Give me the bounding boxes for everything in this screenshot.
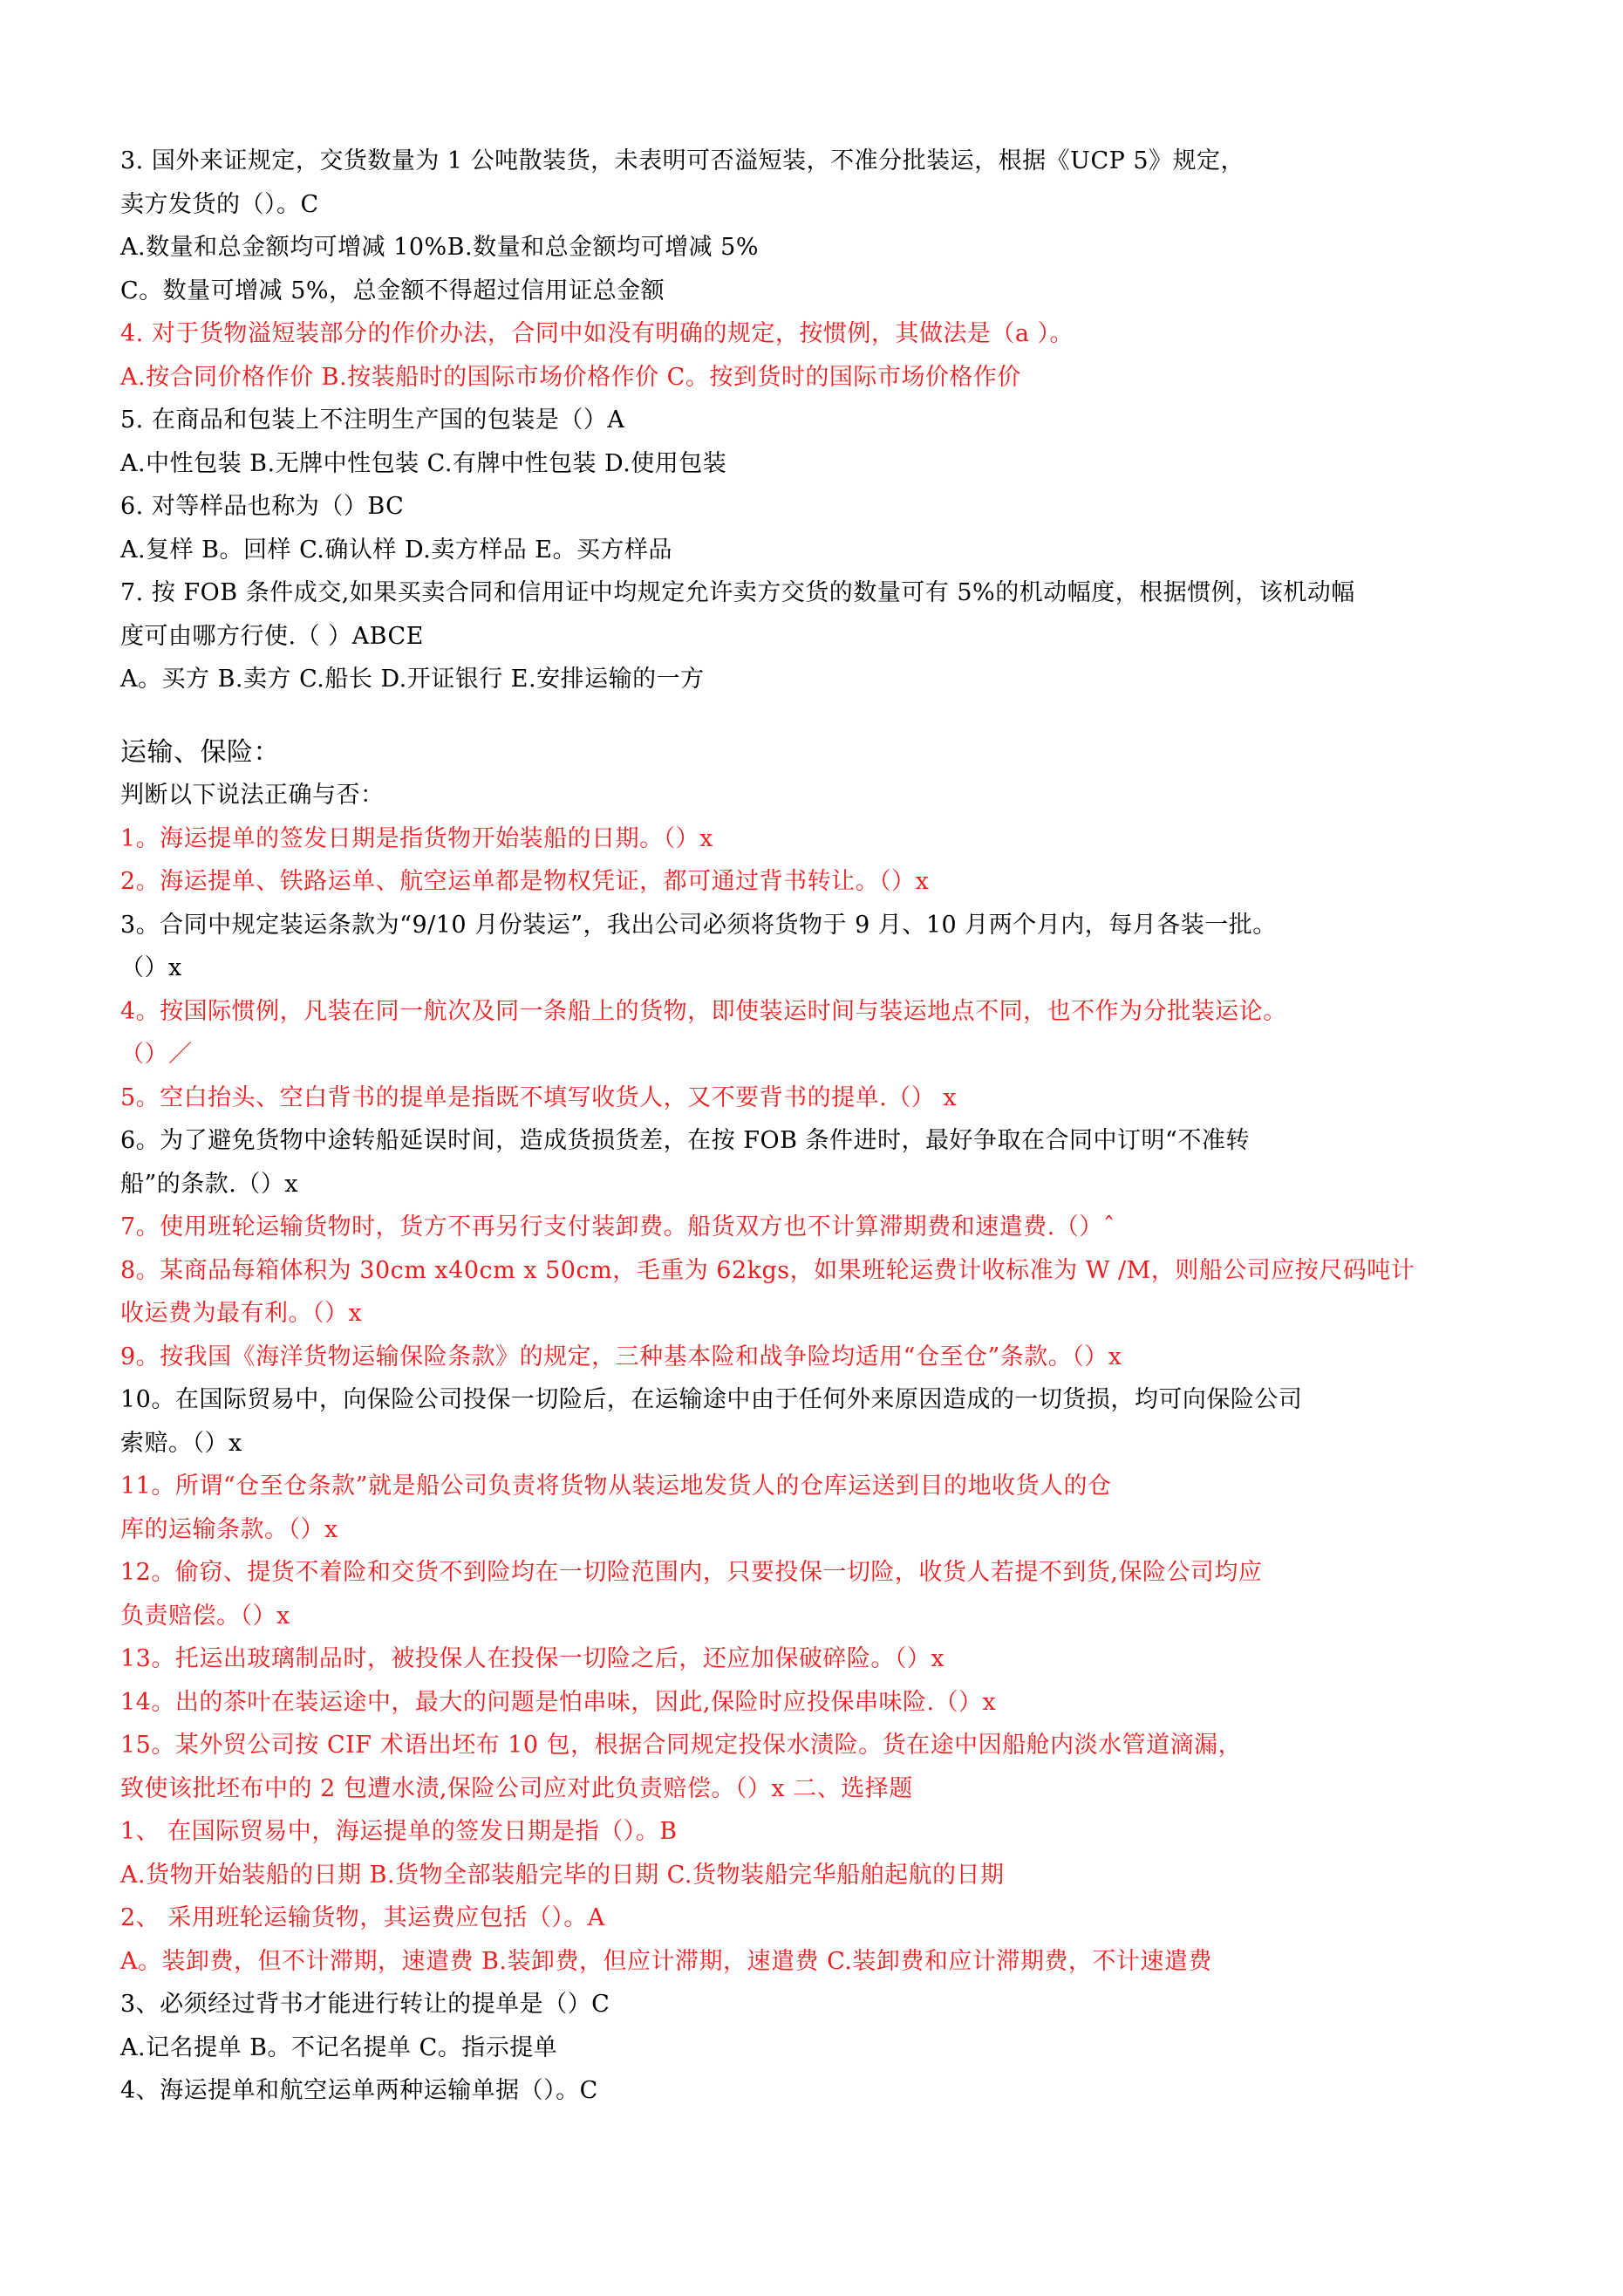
text-line: 3、必须经过背书才能进行转让的提单是（）C [120, 1991, 610, 2018]
section-heading: 运输、保险： [120, 736, 280, 768]
text-line: 7. 按 FOB 条件成交,如果买卖合同和信用证中均规定允许卖方交货的数量可有 5%的机动幅度，根据惯例，该机动幅 [120, 579, 1355, 606]
text-line: 6. 对等样品也称为（）BC [120, 493, 405, 520]
text-line: 致使该批坯布中的 2 包遭水渍,保险公司应对此负责赔偿。（）x 二、选择题 [120, 1774, 913, 1802]
text-line: 4. 对于货物溢短装部分的作价办法，合同中如没有明确的规定，按惯例，其做法是（a ）。 [120, 320, 1074, 347]
text-line: （）x [120, 954, 182, 981]
text-line: 12。偷窃、提货不着险和交货不到险均在一切险范围内，只要投保一切险，收货人若提不到货,保险公司均应 [120, 1559, 1263, 1586]
text-line: 负责赔偿。（）x [120, 1602, 290, 1630]
text-line: 船”的条款.（）x [120, 1170, 299, 1198]
text-line: A.复样 B。回样 C.确认样 D.卖方样品 E。买方样品 [120, 536, 673, 564]
text-line: 3. 国外来证规定，交货数量为 1 公吨散装货，未表明可否溢短装，不准分批装运，根据《UCP 5》规定， [120, 147, 1245, 174]
text-line: 13。托运出玻璃制品时，被投保人在投保一切险之后，还应加保破碎险。（）x [120, 1645, 945, 1672]
text-line: 15。某外贸公司按 CIF 术语出坯布 10 包，根据合同规定投保水渍险。货在途中因船舱内淡水管道滴漏， [120, 1732, 1243, 1759]
text-line: A。买方 B.卖方 C.船长 D.开证银行 E.安排运输的一方 [120, 666, 705, 693]
text-line: 度可由哪方行使.（ ）ABCE [120, 622, 424, 650]
text-line: 库的运输条款。（）x [120, 1515, 338, 1543]
text-line: 10。在国际贸易中，向保险公司投保一切险后，在运输途中由于任何外来原因造成的一切货损，均可向保险公司 [120, 1386, 1303, 1413]
text-line: C。数量可增减 5%，总金额不得超过信用证总金额 [120, 277, 665, 304]
document-body [120, 140, 1533, 2113]
text-line: 9。按我国《海洋货物运输保险条款》的规定，三种基本险和战争险均适用“仓至仓”条款。（）x [120, 1343, 1122, 1370]
text-line: 4、海运提单和航空运单两种运输单据（）。C [120, 2077, 598, 2104]
text-line: 5. 在商品和包装上不注明生产国的包装是（）A [120, 407, 625, 434]
text-line: （）／ [120, 1041, 193, 1068]
text-line: A.记名提单 B。不记名提单 C。指示提单 [120, 2033, 558, 2061]
text-line: 8。某商品每箱体积为 30cm x40cm x 50cm，毛重为 62kgs，如果班轮运费计收标准为 W /M，则船公司应按尺码吨计 [120, 1256, 1415, 1284]
text-line: A.中性包装 B.无牌中性包装 C.有牌中性包装 D.使用包装 [120, 449, 727, 477]
text-line: 1、 在国际贸易中，海运提单的签发日期是指（）。B [120, 1818, 678, 1845]
text-line: 5。空白抬头、空白背书的提单是指既不填写收货人，又不要背书的提单.（） x [120, 1083, 958, 1111]
text-line: 7。使用班轮运输货物时，货方不再另行支付装卸费。船货双方也不计算滞期费和速遣费.（）ˆ [120, 1213, 1115, 1240]
text-line: 11。所谓“仓至仓条款”就是船公司负责将货物从装运地发货人的仓库运送到目的地收货人的仓 [120, 1473, 1112, 1500]
text-line: 卖方发货的（）。C [120, 190, 319, 218]
text-line: 索赔。（）x [120, 1429, 242, 1457]
text-line: A.按合同价格作价 B.按装船时的国际市场价格作价 C。按到货时的国际市场价格作价 [120, 363, 1021, 391]
text-line: A.数量和总金额均可增减 10%B.数量和总金额均可增减 5% [120, 234, 760, 261]
text-line: 14。出的茶叶在装运途中，最大的问题是怕串味，因此,保险时应投保串味险.（）x [120, 1688, 997, 1716]
text-line: 4。按国际惯例，凡装在同一航次及同一条船上的货物，即使装运时间与装运地点不同，也不作为分批装运论。 [120, 997, 1287, 1025]
text-line: 2。海运提单、铁路运单、航空运单都是物权凭证，都可通过背书转让。（）x [120, 868, 930, 895]
text-line: 判断以下说法正确与否： [120, 782, 385, 809]
text-line: 收运费为最有利。（）x [120, 1300, 363, 1327]
text-line: 1。海运提单的签发日期是指货物开始装船的日期。（）x [120, 824, 713, 852]
text-line: A。装卸费，但不计滞期，速遣费 B.装卸费，但应计滞期，速遣费 C.装卸费和应计滞期费，不计速遣费 [120, 1947, 1212, 1975]
text-line: 2、 采用班轮运输货物，其运费应包括（）。A [120, 1904, 605, 1931]
text-line: 6。为了避免货物中途转船延误时间，造成货损货差，在按 FOB 条件进时，最好争取在合同中订明“不准转 [120, 1127, 1250, 1154]
text-line: 3。合同中规定装运条款为“9/10 月份装运”，我出公司必须将货物于 9 月、10 月两个月内，每月各装一批。 [120, 911, 1277, 939]
text-line: A.货物开始装船的日期 B.货物全部装船完毕的日期 C.货物装船完华船舶起航的日期 [120, 1861, 1005, 1889]
